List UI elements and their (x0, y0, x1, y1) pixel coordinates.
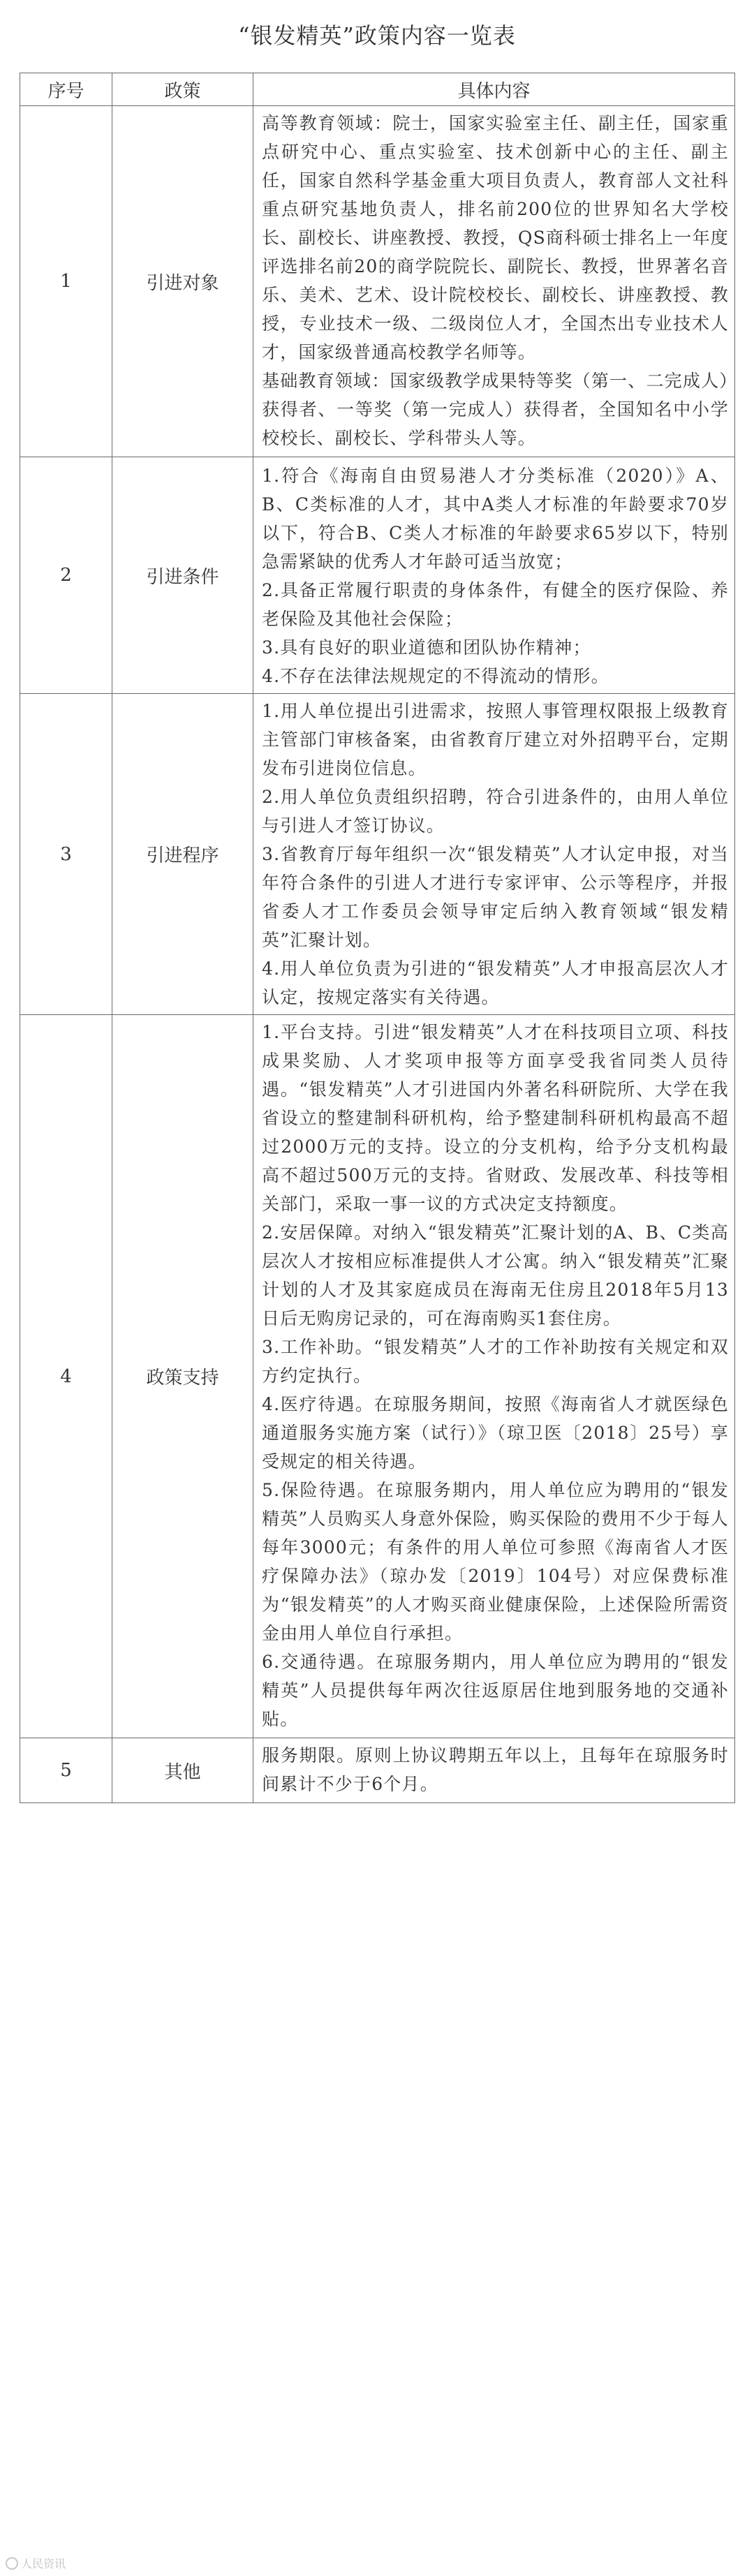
detail-paragraph: 1.用人单位提出引进需求，按照人事管理权限报上级教育主管部门审核备案，由省教育厅建立对外招聘平台，定期发布引进岗位信息。 (262, 701, 729, 778)
detail-paragraph: 3.工作补助。“银发精英”人才的工作补助按有关规定和双方约定执行。 (262, 1337, 729, 1386)
row-index: 4 (20, 1015, 112, 1738)
header-details: 具体内容 (253, 73, 735, 106)
row-policy: 引进条件 (112, 457, 253, 694)
table-row (20, 1015, 735, 1738)
table-body (20, 106, 735, 1803)
row-index: 1 (20, 106, 112, 457)
row-details (253, 1738, 735, 1803)
policy-table (20, 73, 735, 1803)
row-index: 3 (20, 694, 112, 1015)
detail-paragraph: 2.安居保障。对纳入“银发精英”汇聚计划的A、B、C类高层次人才按相应标准提供人才公寓。纳入“银发精英”汇聚计划的人才及其家庭成员在海南无住房且2018年5月13日后无购房记录的，可在海南购买1套住房。 (262, 1222, 729, 1328)
detail-paragraph: 3.省教育厅每年组织一次“银发精英”人才认定申报，对当年符合条件的引进人才进行专家评审、公示等程序，并报省委人才工作委员会领导审定后纳入教育领域“银发精英”汇聚计划。 (262, 844, 729, 950)
row-index: 5 (20, 1738, 112, 1803)
table-row (20, 457, 735, 694)
row-policy: 其他 (112, 1738, 253, 1803)
table-row (20, 694, 735, 1015)
watermark-text: 人民资讯 (21, 2557, 66, 2570)
detail-paragraph: 4.医疗待遇。在琼服务期间，按照《海南省人才就医绿色通道服务实施方案（试行）》（琼卫医〔2018〕25号）享受规定的相关待遇。 (262, 1394, 729, 1472)
table-row (20, 106, 735, 457)
detail-paragraph: 1.符合《海南自由贸易港人才分类标准（2020）》A、B、C类标准的人才，其中A类人才标准的年龄要求70岁以下，符合B、C类人才标准的年龄要求65岁以下，特别急需紧缺的优秀人才年龄可适当放宽； (262, 466, 729, 572)
watermark (6, 2555, 66, 2571)
detail-paragraph: 5.保险待遇。在琼服务期内，用人单位应为聘用的“银发精英”人员购买人身意外保险，购买保险的费用不少于每人每年3000元；有条件的用人单位可参照《海南省人才医疗保障办法》（琼办发〔2019〕104号）对应保费标准为“银发精英”的人才购买商业健康保险，上述保险所需资金由用人单位自行承担。 (262, 1480, 729, 1643)
detail-paragraph: 2.用人单位负责组织招聘，符合引进条件的，由用人单位与引进人才签订协议。 (262, 787, 729, 836)
header-policy: 政策 (112, 73, 253, 106)
detail-paragraph: 服务期限。原则上协议聘期五年以上，且每年在琼服务时间累计不少于6个月。 (262, 1745, 729, 1794)
detail-paragraph: 1.平台支持。引进“银发精英”人才在科技项目立项、科技成果奖励、人才奖项申报等方面享受我省同类人员待遇。“银发精英”人才引进国内外著名科研院所、大学在我省设立的整建制科研机构，给予整建制科研机构最高不超过2000万元的支持。设立的分支机构，给予分支机构最高不超过500万元的支持。省财政、发展改革、科技等相关部门，采取一事一议的方式决定支持额度。 (262, 1022, 729, 1214)
row-index: 2 (20, 457, 112, 694)
row-policy: 政策支持 (112, 1015, 253, 1738)
row-policy: 引进程序 (112, 694, 253, 1015)
detail-paragraph: 6.交通待遇。在琼服务期内，用人单位应为聘用的“银发精英”人员提供每年两次往返原居住地到服务地的交通补贴。 (262, 1652, 729, 1729)
detail-paragraph: 2.具备正常履行职责的身体条件，有健全的医疗保险、养老保险及其他社会保险； (262, 580, 729, 629)
detail-paragraph: 4.用人单位负责为引进的“银发精英”人才申报高层次人才认定，按规定落实有关待遇。 (262, 958, 729, 1007)
detail-paragraph: 高等教育领域：院士，国家实验室主任、副主任，国家重点研究中心、重点实验室、技术创新中心的主任、副主任，国家自然科学基金重大项目负责人，教育部人文社科重点研究基地负责人，排名前200位的世界知名大学校长、副校长、讲座教授、教授，QS商科硕士排名上一年度评选排名前20的商学院院长、副院长、教授，世界著名音乐、美术、艺术、设计院校校长、副校长、讲座教授、教授，专业技术一级、二级岗位人才，全国杰出专业技术人才，国家级普通高校教学名师等。 (262, 113, 729, 362)
header-index: 序号 (20, 73, 112, 106)
watermark-logo-icon (6, 2557, 18, 2570)
row-details (253, 694, 735, 1015)
row-details (253, 457, 735, 694)
detail-paragraph: 3.具有良好的职业道德和团队协作精神； (262, 637, 591, 658)
table-header-row (20, 73, 735, 106)
row-policy: 引进对象 (112, 106, 253, 457)
table-row (20, 1738, 735, 1803)
row-details (253, 1015, 735, 1738)
row-details (253, 106, 735, 457)
detail-paragraph: 4.不存在法律法规规定的不得流动的情形。 (262, 666, 609, 686)
page-title: “银发精英”政策内容一览表 (238, 22, 516, 49)
detail-paragraph: 基础教育领域：国家级教学成果特等奖（第一、二完成人）获得者、一等奖（第一完成人）获得者，全国知名中小学校校长、副校长、学科带头人等。 (262, 371, 729, 448)
